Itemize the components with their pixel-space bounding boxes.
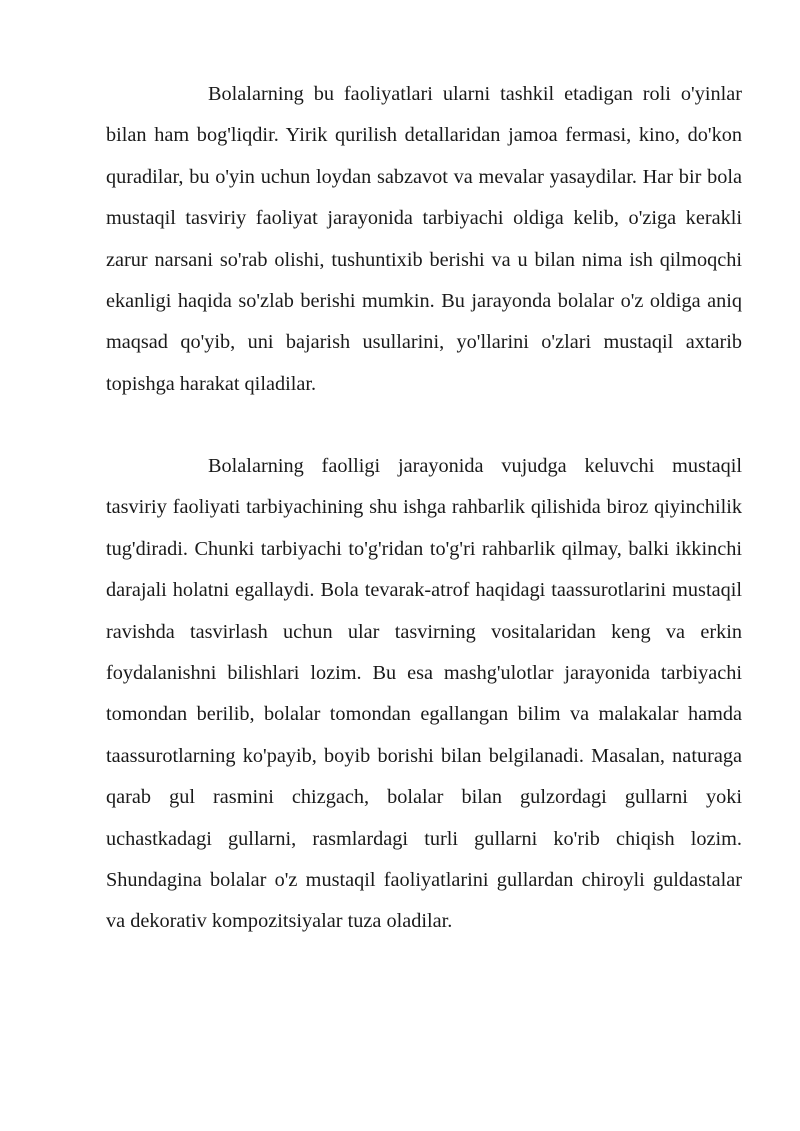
body-paragraph: Bolalarning bu faoliyatlari ularni tashkil etadigan roli o'yinlar bilan ham bog'liqdir. Yirik qurilish detallaridan jamoa fermasi, kino, do'kon quradilar, bu o'yin uchun loydan sabzavot va mevalar yasaydilar. Har bir bola mustaqil tasviriy faoliyat jarayonida tarbiyachi oldiga kelib, o'ziga kerakli zarur narsani so'rab olishi, tushuntixib berishi va u bilan nima ish qilmoqchi ekanligi haqida so'zlab berishi mumkin. Bu jarayonda bolalar o'z oldiga aniq maqsad qo'yib, uni bajarish usullarini, yo'llarini o'zlari mustaqil axtarib topishga harakat qiladilar. [106, 83, 742, 395]
body-paragraph: Bolalarning faolligi jarayonida vujudga keluvchi mustaqil tasviriy faoliyati tarbiyachining shu ishga rahbarlik qilishida biroz qiyinchilik tug'diradi. Chunki tarbiyachi to'g'ridan to'g'ri rahbarlik qilmay, balki ikkinchi darajali holatni egallaydi. Bola tevarak-atrof haqidagi taassurotlarini mustaqil ravishda tasvirlash uchun ular tasvirning vositalaridan keng va erkin foydalanishni bilishlari lozim. Bu esa mashg'ulotlar jarayonida tarbiyachi tomondan berilib, bolalar tomondan egallangan bilim va malakalar hamda taassurotlarning ko'payib, boyib borishi bilan belgilanadi. Masalan, naturaga qarab gul rasmini chizgach, bolalar bilan gulzordagi gullarni yoki uchastkadagi gullarni, rasmlardagi turli gullarni ko'rib chiqish lozim. Shundagina bolalar o'z mustaqil faoliyatlarini gullardan chiroyli guldastalar va dekorativ kompozitsiyalar tuza oladilar. [106, 455, 742, 933]
